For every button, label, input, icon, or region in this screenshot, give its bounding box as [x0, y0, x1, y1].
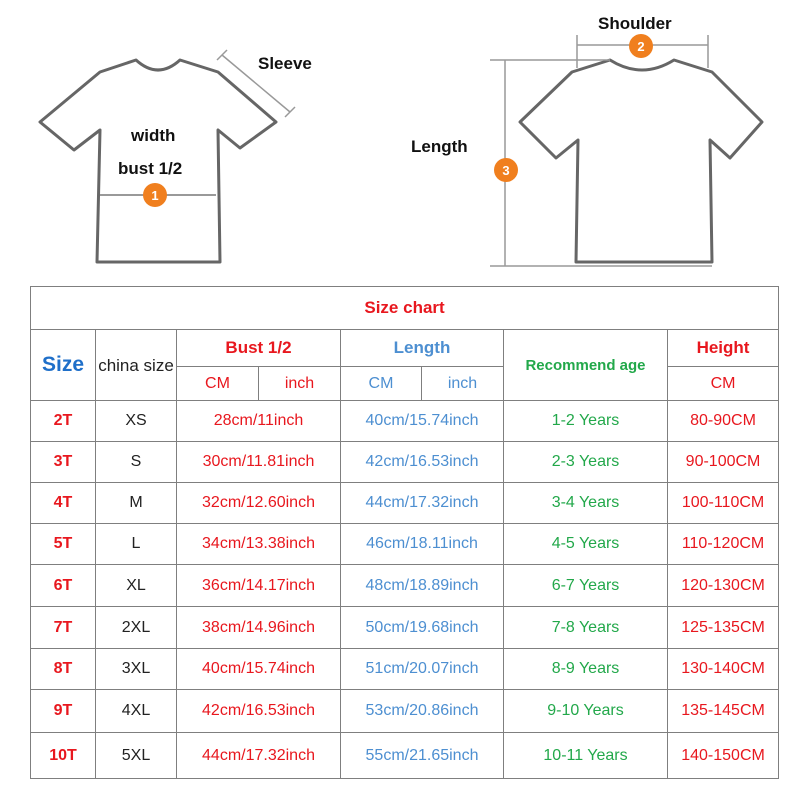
china-size-cell: 5XL — [96, 733, 177, 779]
table-row — [31, 524, 779, 565]
bust-cell: 44cm/17.32inch — [177, 733, 341, 779]
length-cell: 46cm/18.11inch — [341, 524, 504, 565]
height-cell: 110-120CM — [668, 524, 779, 565]
recommend-age-cell: 7-8 Years — [504, 607, 668, 649]
recommend-age-cell: 4-5 Years — [504, 524, 668, 565]
china-size-cell: 2XL — [96, 607, 177, 649]
height-cell: 140-150CM — [668, 733, 779, 779]
height-cm-subheader: CM — [668, 367, 779, 401]
recommend-age-cell: 8-9 Years — [504, 649, 668, 690]
bust-inch-subheader: inch — [259, 367, 341, 401]
china-size-cell: XS — [96, 401, 177, 442]
size-cell: 8T — [31, 649, 96, 690]
bust-cell: 32cm/12.60inch — [177, 483, 341, 524]
height-cell: 125-135CM — [668, 607, 779, 649]
size-cell: 5T — [31, 524, 96, 565]
length-cell: 44cm/17.32inch — [341, 483, 504, 524]
table-row — [31, 607, 779, 649]
sleeve-label: Sleeve — [258, 54, 312, 73]
bust-cell: 38cm/14.96inch — [177, 607, 341, 649]
marker-1-label: 1 — [151, 188, 159, 203]
table-row — [31, 483, 779, 524]
bust-cell: 36cm/14.17inch — [177, 565, 341, 607]
height-header: Height — [668, 330, 779, 367]
measurement-diagram — [0, 0, 800, 285]
height-cell: 90-100CM — [668, 442, 779, 483]
size-cell: 10T — [31, 733, 96, 779]
height-cell: 100-110CM — [668, 483, 779, 524]
length-cell: 50cm/19.68inch — [341, 607, 504, 649]
size-header: Size — [31, 330, 96, 401]
width-label: width — [131, 126, 176, 145]
table-row — [31, 690, 779, 733]
china-size-cell: L — [96, 524, 177, 565]
china-size-cell: 3XL — [96, 649, 177, 690]
right-tshirt-outline — [520, 60, 762, 262]
table-row — [31, 442, 779, 483]
table-row — [31, 649, 779, 690]
header-row — [31, 330, 779, 367]
height-cell: 80-90CM — [668, 401, 779, 442]
china-size-cell: S — [96, 442, 177, 483]
recommend-age-cell: 9-10 Years — [504, 690, 668, 733]
length-label: Length — [411, 137, 468, 156]
bust-cell: 34cm/13.38inch — [177, 524, 341, 565]
bust-cm-subheader: CM — [177, 367, 259, 401]
bust-cell: 42cm/16.53inch — [177, 690, 341, 733]
recommend-age-header: Recommend age — [504, 330, 668, 401]
table-row — [31, 733, 779, 779]
recommend-age-cell: 3-4 Years — [504, 483, 668, 524]
china-size-cell: M — [96, 483, 177, 524]
length-cell: 51cm/20.07inch — [341, 649, 504, 690]
height-cell: 120-130CM — [668, 565, 779, 607]
recommend-age-cell: 2-3 Years — [504, 442, 668, 483]
length-header: Length — [341, 330, 504, 367]
length-cell: 48cm/18.89inch — [341, 565, 504, 607]
size-cell: 9T — [31, 690, 96, 733]
bust-label: bust 1/2 — [118, 159, 183, 178]
size-cell: 2T — [31, 401, 96, 442]
table-title: Size chart — [31, 287, 779, 330]
size-cell: 7T — [31, 607, 96, 649]
height-cell: 135-145CM — [668, 690, 779, 733]
size-chart-table — [30, 286, 779, 779]
length-cell: 42cm/16.53inch — [341, 442, 504, 483]
recommend-age-cell: 1-2 Years — [504, 401, 668, 442]
recommend-age-cell: 10-11 Years — [504, 733, 668, 779]
marker-3-label: 3 — [502, 163, 510, 178]
table-row — [31, 565, 779, 607]
recommend-age-cell: 6-7 Years — [504, 565, 668, 607]
china-size-cell: XL — [96, 565, 177, 607]
size-cell: 4T — [31, 483, 96, 524]
china-size-header: china size — [96, 330, 177, 401]
china-size-cell: 4XL — [96, 690, 177, 733]
length-inch-subheader: inch — [422, 367, 504, 401]
bust-header: Bust 1/2 — [177, 330, 341, 367]
shoulder-label: Shoulder — [598, 14, 672, 33]
length-cell: 40cm/15.74inch — [341, 401, 504, 442]
bust-cell: 28cm/11inch — [177, 401, 341, 442]
bust-cell: 40cm/15.74inch — [177, 649, 341, 690]
title-row — [31, 287, 779, 330]
height-cell: 130-140CM — [668, 649, 779, 690]
bust-cell: 30cm/11.81inch — [177, 442, 341, 483]
table-row — [31, 401, 779, 442]
length-cm-subheader: CM — [341, 367, 422, 401]
length-cell: 53cm/20.86inch — [341, 690, 504, 733]
marker-2-label: 2 — [637, 39, 645, 54]
size-cell: 3T — [31, 442, 96, 483]
tshirt-illustrations — [0, 0, 800, 285]
size-cell: 6T — [31, 565, 96, 607]
length-cell: 55cm/21.65inch — [341, 733, 504, 779]
